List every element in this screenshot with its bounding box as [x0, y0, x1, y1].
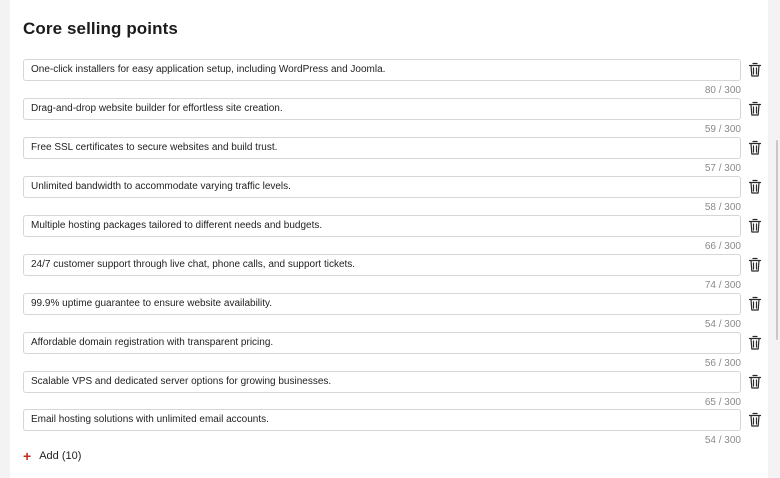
character-counter: 66 / 300	[704, 241, 741, 252]
selling-point-input[interactable]: Multiple hosting packages tailored to different needs and budgets.	[23, 215, 741, 237]
selling-point-item	[23, 409, 763, 447]
selling-point-input[interactable]: Free SSL certificates to secure websites and build trust.	[23, 137, 741, 159]
core-selling-points-panel	[10, 0, 768, 478]
delete-icon[interactable]	[748, 179, 762, 195]
character-counter: 58 / 300	[704, 202, 741, 213]
selling-point-item	[23, 332, 763, 370]
selling-point-item	[23, 293, 763, 331]
character-counter: 54 / 300	[704, 435, 741, 446]
add-selling-point-button[interactable]	[23, 449, 81, 463]
delete-icon[interactable]	[748, 62, 762, 78]
selling-point-item	[23, 176, 763, 214]
plus-icon: +	[23, 448, 32, 464]
character-counter: 80 / 300	[704, 85, 741, 96]
character-counter: 54 / 300	[704, 319, 741, 330]
delete-icon[interactable]	[748, 412, 762, 428]
delete-icon[interactable]	[748, 218, 762, 234]
selling-point-input[interactable]: 24/7 customer support through live chat, phone calls, and support tickets.	[23, 254, 741, 276]
character-counter: 57 / 300	[704, 163, 741, 174]
selling-point-item	[23, 215, 763, 253]
delete-icon[interactable]	[748, 335, 762, 351]
character-counter: 56 / 300	[704, 358, 741, 369]
selling-point-item	[23, 137, 763, 175]
selling-point-item	[23, 254, 763, 292]
character-counter: 59 / 300	[704, 124, 741, 135]
delete-icon[interactable]	[748, 257, 762, 273]
character-counter: 74 / 300	[704, 280, 741, 291]
selling-point-item	[23, 98, 763, 136]
selling-point-input[interactable]: Scalable VPS and dedicated server options for growing businesses.	[23, 371, 741, 393]
selling-point-item	[23, 371, 763, 409]
delete-icon[interactable]	[748, 296, 762, 312]
selling-point-input[interactable]: One-click installers for easy application setup, including WordPress and Joomla.	[23, 59, 741, 81]
selling-point-input[interactable]: Affordable domain registration with transparent pricing.	[23, 332, 741, 354]
selling-point-input[interactable]: Email hosting solutions with unlimited email accounts.	[23, 409, 741, 431]
selling-point-input[interactable]: Drag-and-drop website builder for effortless site creation.	[23, 98, 741, 120]
delete-icon[interactable]	[748, 374, 762, 390]
selling-point-item	[23, 59, 763, 97]
selling-point-input[interactable]: Unlimited bandwidth to accommodate varying traffic levels.	[23, 176, 741, 198]
add-button-label: Add (10)	[39, 450, 82, 462]
character-counter: 65 / 300	[704, 397, 741, 408]
delete-icon[interactable]	[748, 101, 762, 117]
selling-point-input[interactable]: 99.9% uptime guarantee to ensure website availability.	[23, 293, 741, 315]
section-title: Core selling points	[23, 19, 178, 38]
delete-icon[interactable]	[748, 140, 762, 156]
scrollbar-thumb[interactable]	[776, 140, 778, 340]
